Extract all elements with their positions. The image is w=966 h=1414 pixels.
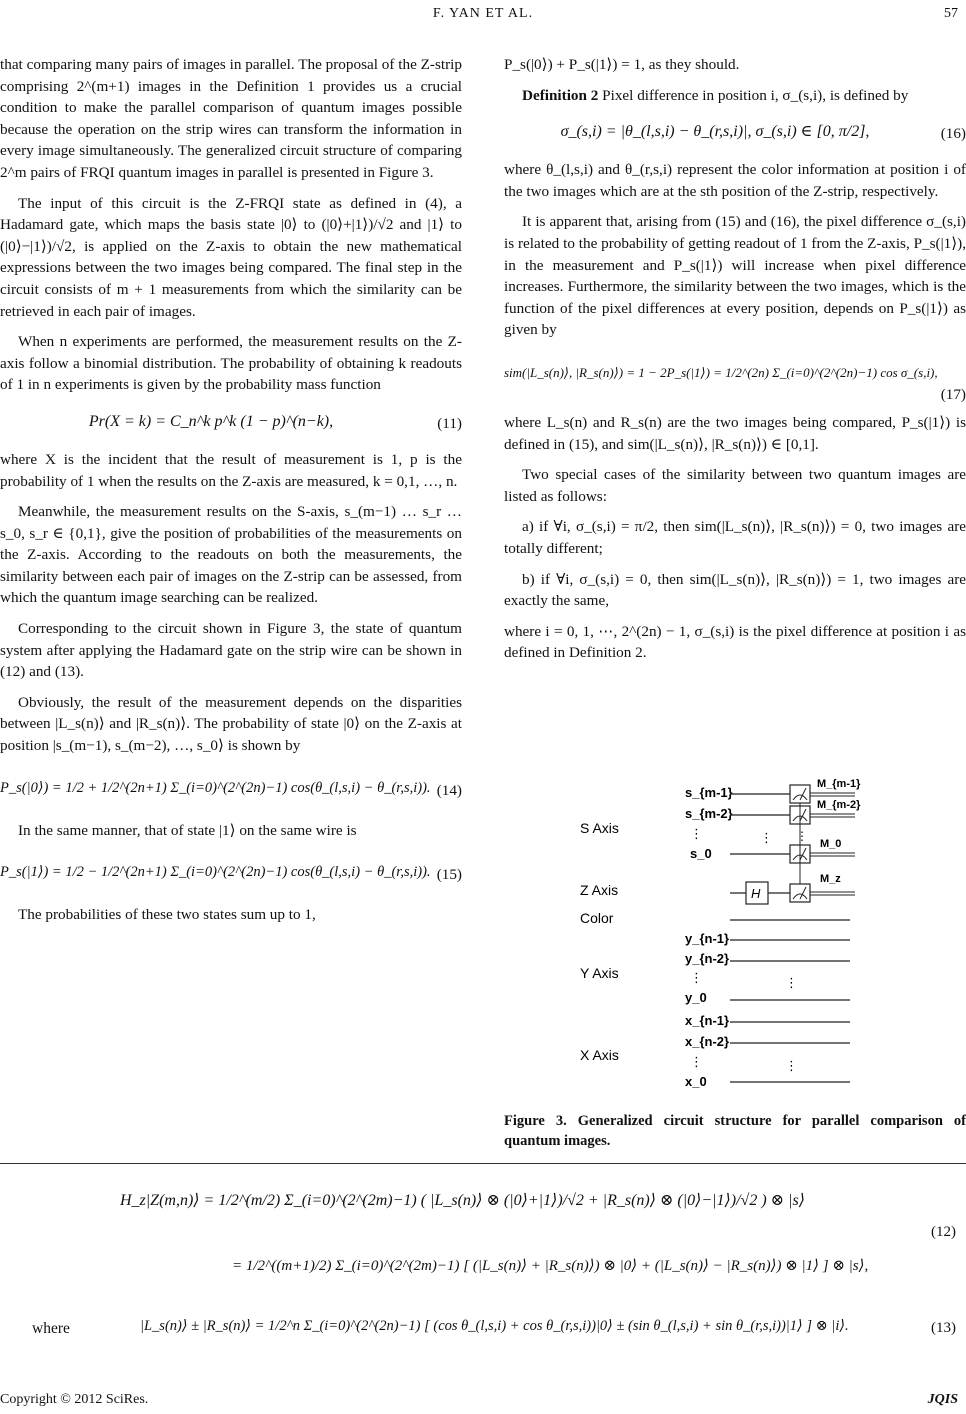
circuit-vdots: ⋮ xyxy=(785,975,798,990)
paragraph: where L_s(n) and R_s(n) are the two images being compared, P_s(|1⟩) is defined in (15), and sim(|L_s(n)⟩, |R_s(n)⟩) ∈ [0,1]. xyxy=(504,413,966,453)
equation-body: σ_(s,i) = |θ_(l,s,i) − θ_(r,s,i)|, σ_(s,i) ∈ [0, π/2], xyxy=(560,123,870,141)
axis-label-s: S Axis xyxy=(580,820,619,836)
y-wires xyxy=(685,931,850,1005)
axis-label-color: Color xyxy=(580,910,614,926)
equation-body: sim(|L_s(n)⟩, |R_s(n)⟩) = 1 − 2P_s(|1⟩) = 1/2^(2n) Σ_(i=0)^(2^(2n)−1) cos σ_(s,i), xyxy=(504,364,938,380)
measure-label: M_{m-2} xyxy=(817,799,861,811)
wire-label: y_{n-1} xyxy=(685,931,730,946)
measure-label: M_0 xyxy=(820,838,842,850)
equation-number: (11) xyxy=(437,414,462,432)
equation-number: (14) xyxy=(436,781,462,799)
wire-label: s_{m-2} xyxy=(685,806,733,821)
running-title: F. YAN ET AL. xyxy=(432,6,534,21)
paragraph: The probabilities of these two states sum up to 1, xyxy=(18,906,316,924)
copyright: Copyright © 2012 SciRes. xyxy=(0,1392,149,1407)
paragraph: where X is the incident that the result of measurement is 1, p is the probability of 1 when the results on the Z-axis are measured, k = 0,1, …, n. xyxy=(0,450,462,490)
equation-body: P_s(|0⟩) = 1/2 + 1/2^(2n+1) Σ_(i=0)^(2^(2n)−1) cos(θ_(l,s,i) − θ_(r,s,i)). xyxy=(0,779,431,796)
equation-11 xyxy=(0,405,462,439)
paragraph: where θ_(l,s,i) and θ_(r,s,i) represent the color information at position i of the two images which are at the sth position of the Z-strip, respectively. xyxy=(504,161,966,200)
wire-label: y_{n-2} xyxy=(685,951,730,966)
page-number: 57 xyxy=(944,6,958,21)
paragraph: The input of this circuit is the Z-FRQI state as defined in (4), a Hadamard gate, which maps the basis state |0⟩ to (|0⟩+|1⟩)/√2 and |1⟩ to (|0⟩−|1⟩)/√2, is applied on the Z-axis to obtain the new mathematical expressions between the two images being compared. The final step in the circuit consists of m + 1 measurements from which the similarity can be retrieved in each pair of images. xyxy=(0,194,462,320)
paragraph: that comparing many pairs of images in parallel. The proposal of the Z-strip comprising 2^(m+1) images in the Definition 1 provides us a crucial condition to make the parallel comparison of quantum images possible because the operation on the strip wires can transform the information in every image simultaneously. The generalized circuit structure of comparing 2^m pairs of FRQI quantum images in parallel is presented in Figure 3. xyxy=(0,56,462,181)
paragraph: When n experiments are performed, the measurement results on the Z-axis follow a binomial distribution. The probability of obtaining k readouts of 1 in n experiments is given by the probability mass function xyxy=(0,333,462,394)
wire-vdots: ⋮ xyxy=(690,826,703,841)
wire-label: s_0 xyxy=(690,846,712,861)
equation-12-line-2: = 1/2^((m+1)/2) Σ_(i=0)^(2^(2m)−1) [ (|L_s(n)⟩ + |R_s(n)⟩) ⊗ |0⟩ + (|L_s(n)⟩ − |R_s(n)⟩) ⊗ |1⟩ ] ⊗ |s⟩, xyxy=(232,1258,869,1274)
axis-label-z: Z Axis xyxy=(580,882,619,898)
circuit-vdots: ⋮ xyxy=(760,830,773,845)
divider xyxy=(0,1163,966,1164)
paragraph: where i = 0, 1, ⋯, 2^(2n) − 1, σ_(s,i) is the pixel difference at position i as defined in Definition 2. xyxy=(504,622,966,662)
case-a: a) if ∀i, σ_(s,i) = π/2, then sim(|L_s(n)⟩, |R_s(n)⟩) = 0, two images are totally different; xyxy=(504,518,966,557)
definition-2 xyxy=(504,85,966,107)
equation-13: |L_s(n)⟩ ± |R_s(n)⟩ = 1/2^n Σ_(i=0)^(2^(2n)−1) [ (cos θ_(l,s,i) + cos θ_(r,s,i))|0⟩ ± (sin θ_(l,s,i) + sin θ_(r,s,i))|1⟩ ] ⊗ |i⟩. xyxy=(140,1318,849,1334)
equation-body: Pr(X = k) = C_n^k p^k (1 − p)^(n−k), xyxy=(88,412,334,430)
figure-caption: Figure 3. Generalized circuit structure for parallel comparison of quantum images. xyxy=(504,1113,966,1149)
wire-label: s_{m-1} xyxy=(685,785,733,800)
wire-label: y_0 xyxy=(685,990,707,1005)
wire-label: x_0 xyxy=(685,1074,707,1089)
wire-label: x_{n-2} xyxy=(685,1034,730,1049)
equation-number: (15) xyxy=(436,866,462,884)
x-wires xyxy=(685,1013,850,1089)
equation-12-line-1: H_z|Z(m,n)⟩ = 1/2^(m/2) Σ_(i=0)^(2^(2m)−1) ( |L_s(n)⟩ ⊗ (|0⟩+|1⟩)/√2 + |R_s(n)⟩ ⊗ (|0⟩−|1⟩)/√2 ) ⊗ |s⟩ xyxy=(120,1192,805,1209)
paragraph: In the same manner, that of state |1⟩ on the same wire is xyxy=(18,821,357,839)
meter-vdots: ⋮ xyxy=(796,829,808,843)
equation-number: (16) xyxy=(940,125,966,143)
axis-label-x: X Axis xyxy=(580,1047,619,1063)
measure-label: M_z xyxy=(820,873,841,885)
equation-14 xyxy=(0,766,462,810)
circuit-figure xyxy=(580,770,910,1100)
paragraph: It is apparent that, arising from (15) and (16), the pixel difference σ_(s,i) is related to the probability of getting readout of 1 from the Z-axis, P_s(|1⟩), in the measurement and P_s(|1⟩) will increase when pixel difference increases. Furthermore, the similarity between the two images, which is the function of the pixel differences at every position, depends on P_s(|1⟩) as given by xyxy=(504,213,966,339)
equation-15 xyxy=(0,850,462,894)
gate-label: H xyxy=(751,886,761,901)
journal-name: JQIS xyxy=(927,1392,958,1407)
left-column xyxy=(0,54,462,935)
paragraph: Corresponding to the circuit shown in Figure 3, the state of quantum system after applying the Hadamard gate on the strip wire can be shown in (12) and (13). xyxy=(0,620,462,681)
equation-number: (12) xyxy=(931,1224,956,1240)
equation-17 xyxy=(504,350,966,403)
definition-text: Pixel difference in position i, σ_(s,i), is defined by xyxy=(598,86,909,104)
s-wires xyxy=(685,785,790,861)
equation-number: (13) xyxy=(931,1320,956,1336)
axis-label-y: Y Axis xyxy=(580,965,619,981)
right-column xyxy=(504,54,966,673)
paragraph: P_s(|0⟩) + P_s(|1⟩) = 1, as they should. xyxy=(504,56,740,73)
wire-vdots: ⋮ xyxy=(690,1054,703,1069)
equation-16 xyxy=(504,115,966,149)
paragraph: Two special cases of the similarity between two quantum images are listed as follows: xyxy=(504,466,966,505)
measure-label: M_{m-1} xyxy=(817,778,861,790)
paragraph: Obviously, the result of the measurement depends on the disparities between |L_s(n)⟩ and |R_s(n)⟩. The probability of state |0⟩ on the Z-axis at position |s_(m−1), s_(m−2), …, s_0⟩ is shown by xyxy=(0,693,462,755)
case-b: b) if ∀i, σ_(s,i) = 0, then sim(|L_s(n)⟩, |R_s(n)⟩) = 1, two images are exactly the same, xyxy=(504,570,966,610)
wire-label: x_{n-1} xyxy=(685,1013,730,1028)
paragraph: Meanwhile, the measurement results on the S-axis, s_(m−1) … s_r … s_0, s_r ∈ {0,1}, give the position of probabilities of the measurements on the Z-axis. According to the readouts on both the measurements, the similarity between each pair of images on the Z-strip can be assessed, from which the quantum image searching can be realized. xyxy=(0,503,462,607)
equation-body: P_s(|1⟩) = 1/2 − 1/2^(2n+1) Σ_(i=0)^(2^(2n)−1) cos(θ_(l,s,i) − θ_(r,s,i)). xyxy=(0,864,431,881)
circuit-vdots: ⋮ xyxy=(785,1058,798,1073)
definition-label: Definition 2 xyxy=(522,86,599,104)
where-label: where xyxy=(32,1320,70,1337)
equation-number: (17) xyxy=(940,385,966,403)
wire-vdots: ⋮ xyxy=(690,970,703,985)
